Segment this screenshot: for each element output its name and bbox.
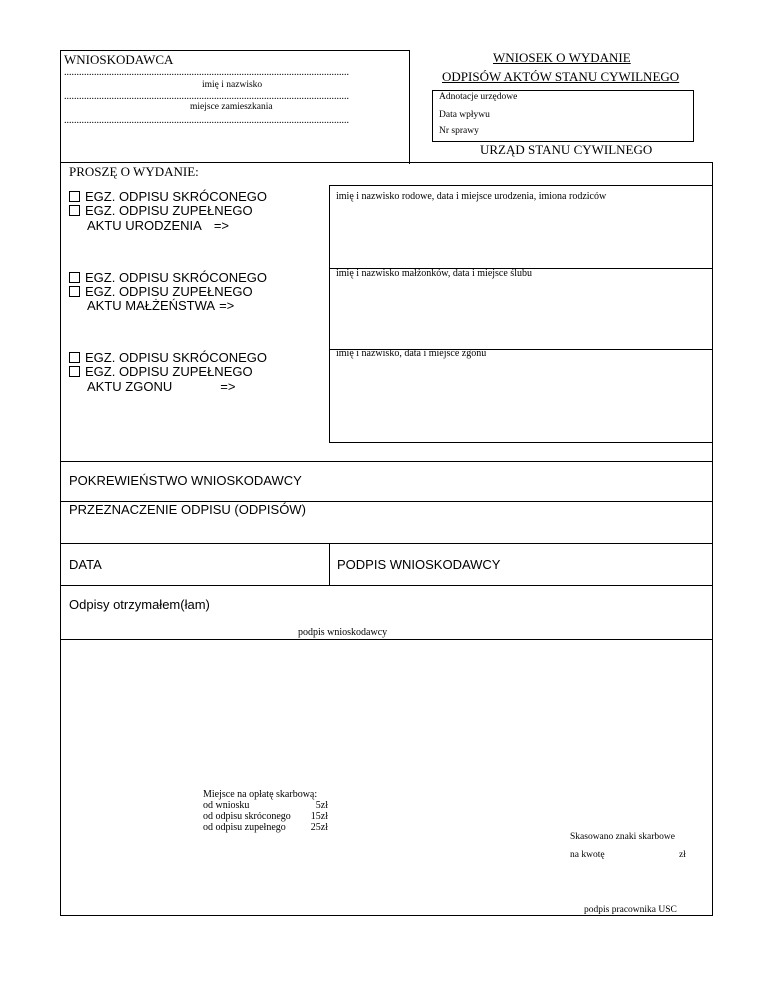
section-3-option-short[interactable]: EGZ. ODPISU SKRÓCONEGO (69, 351, 267, 365)
divider (60, 585, 713, 586)
checkbox-full-marriage[interactable] (69, 286, 80, 297)
signature-label: PODPIS WNIOSKODAWCY (337, 557, 501, 572)
applicant-address-caption: miejsce zamieszkania (190, 102, 273, 112)
fee-row-application: od wniosku 5zł (203, 800, 328, 811)
purpose-label: PRZEZNACZENIE ODPISU (ODPISÓW) (69, 502, 306, 517)
checkbox-short-marriage[interactable] (69, 272, 80, 283)
date-label: DATA (69, 557, 102, 572)
section-3-act: AKTU ZGONU => (87, 379, 236, 394)
applicant-title: WNIOSKODAWCA (64, 52, 174, 67)
received-date-label: Data wpływu (439, 110, 490, 120)
section-3-option-full[interactable]: EGZ. ODPISU ZUPEŁNEGO (69, 365, 253, 379)
kinship-label: POKREWIEŃSTWO WNIOSKODAWCY (69, 473, 302, 488)
received-signature-caption: podpis wnioskodawcy (298, 627, 388, 638)
arrow-icon: => (213, 218, 230, 233)
checkbox-full-birth[interactable] (69, 205, 80, 216)
applicant-name-caption: imię i nazwisko (202, 80, 263, 90)
checkbox-short-death[interactable] (69, 352, 80, 363)
applicant-name-field[interactable]: .................................................................................................................. (64, 68, 349, 78)
request-title-line2: ODPISÓW AKTÓW STANU CYWILNEGO (442, 69, 680, 84)
birth-details-caption: imię i nazwisko rodowe, data i miejsce urodzenia, imiona rodziców (336, 191, 607, 202)
divider (60, 543, 713, 544)
fee-row-full: od odpisu zupełnego 25zł (203, 822, 328, 833)
request-header: PROSZĘ O WYDANIE: (69, 164, 199, 179)
received-label: Odpisy otrzymałem(łam) (69, 597, 210, 612)
clerk-signature-caption: podpis pracownika USC (584, 905, 677, 915)
office-name: URZĄD STANU CYWILNEGO (480, 142, 653, 157)
stamps-currency: zł (679, 850, 686, 860)
death-details-caption: imię i nazwisko, data i miejsce zgonu (336, 348, 487, 359)
section-2-option-full[interactable]: EGZ. ODPISU ZUPEŁNEGO (69, 285, 253, 299)
case-number-label: Nr sprawy (439, 126, 479, 136)
request-title-line1: WNIOSEK O WYDANIE (493, 50, 631, 65)
stamps-amount-label: na kwotę (570, 850, 605, 860)
official-header: Adnotacje urzędowe (439, 92, 518, 102)
fees-title: Miejsce na opłatę skarbową: (203, 789, 318, 800)
applicant-address-field-2[interactable]: .................................................................................................................. (64, 116, 349, 126)
checkbox-full-death[interactable] (69, 366, 80, 377)
fee-row-short: od odpisu skróconego 15zł (203, 811, 328, 822)
section-1-option-short[interactable]: EGZ. ODPISU SKRÓCONEGO (69, 190, 267, 204)
section-2-option-short[interactable]: EGZ. ODPISU SKRÓCONEGO (69, 271, 267, 285)
death-details-field[interactable] (329, 348, 713, 443)
applicant-address-field[interactable]: .................................................................................................................. (64, 92, 349, 102)
checkbox-short-birth[interactable] (69, 191, 80, 202)
arrow-icon: => (219, 298, 235, 313)
marriage-details-caption: imię i nazwisko małżonków, data i miejsce ślubu (336, 268, 532, 279)
stamps-cancelled-label: Skasowano znaki skarbowe (570, 832, 676, 842)
marriage-details-field[interactable] (329, 268, 713, 350)
divider (329, 543, 330, 585)
section-1-option-full[interactable]: EGZ. ODPISU ZUPEŁNEGO (69, 204, 253, 218)
divider (60, 461, 713, 462)
arrow-icon: => (220, 379, 236, 394)
section-1-act: AKTU URODZENIA => (87, 218, 230, 233)
divider (60, 639, 713, 640)
section-2-act: AKTU MAŁŻEŃSTWA => (87, 298, 235, 313)
